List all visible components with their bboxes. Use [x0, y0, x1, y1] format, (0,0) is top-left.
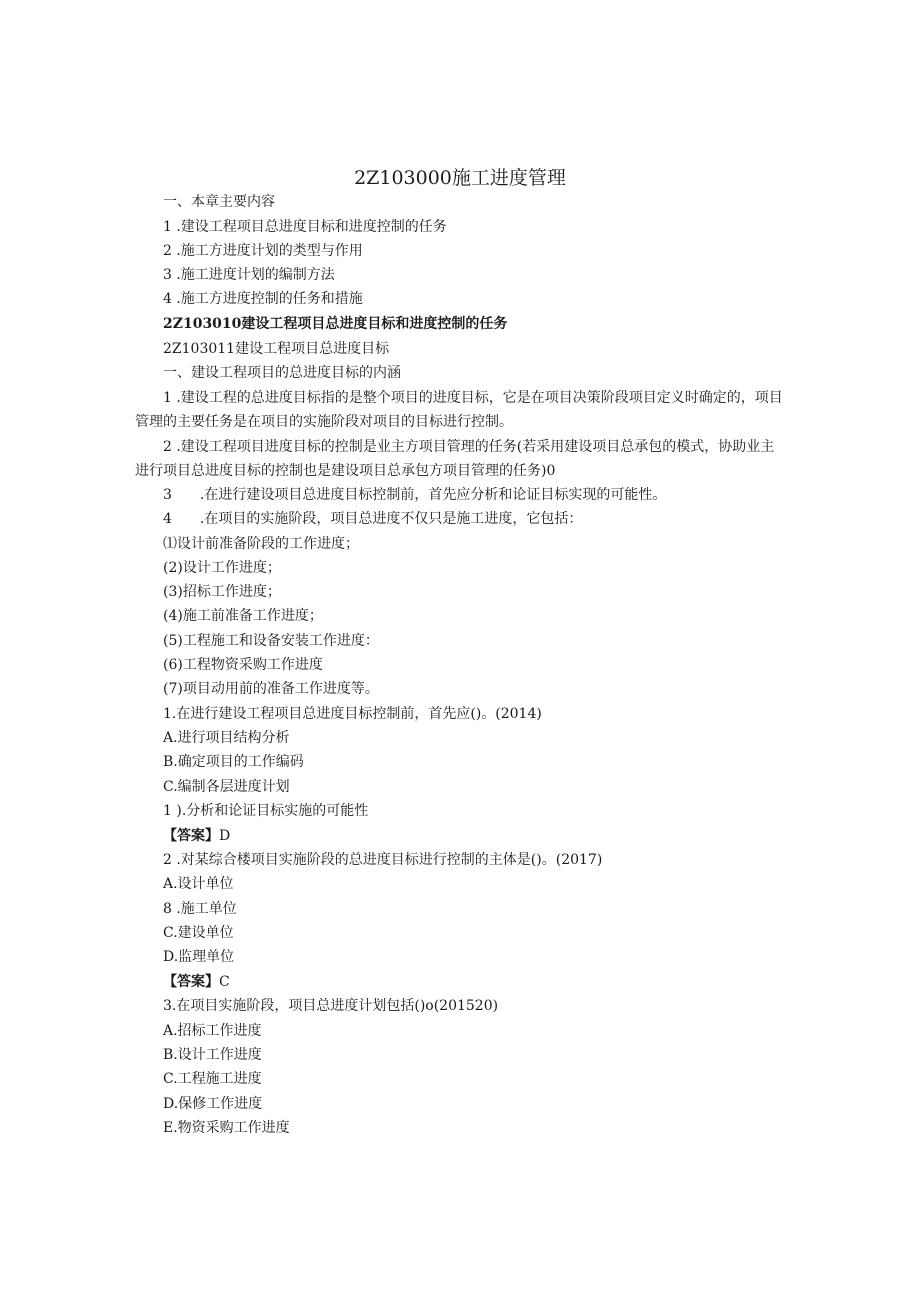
subsection-heading: 2Z103011建设工程项目总进度目标 [163, 341, 390, 357]
section-heading: 2Z103010建设工程项目总进度目标和进度控制的任务 [163, 316, 508, 332]
page-title: 2Z103000施工进度管理 [354, 167, 566, 189]
answer-label: 【答案】 [163, 828, 219, 844]
contents-item: 3 .施工进度计划的编制方法 [163, 267, 335, 283]
question-2-option: A.设计单位 [163, 876, 234, 892]
list-item: (4)施工前准备工作进度； [163, 608, 323, 624]
question-3-option: A.招标工作进度 [163, 1023, 262, 1039]
contents-item: 4 .施工方进度控制的任务和措施 [163, 291, 363, 307]
paragraph-1: 1 .建设工程的总进度目标指的是整个项目的进度目标，它是在项目决策阶段项目定义时确定的，项目管理的主要任务是在项目的实施阶段对项目的目标进行控制。 [135, 390, 783, 430]
list-item: (5)工程施工和设备安装工作进度： [163, 633, 379, 649]
meaning-heading: 一、建设工程项目的总进度目标的内涵 [163, 365, 401, 381]
answer-value: C [219, 974, 230, 990]
list-item: (3)招标工作进度； [163, 584, 281, 600]
list-item: (6)工程物资采购工作进度 [163, 657, 323, 673]
question-3-option: D.保修工作进度 [163, 1096, 263, 1112]
answer-value: D [219, 828, 231, 844]
question-2-answer [163, 971, 230, 993]
contents-heading: 一、本章主要内容 [163, 194, 275, 210]
paragraph-4: 4 .在项目的实施阶段，项目总进度不仅只是施工进度，它包括： [163, 511, 583, 527]
question-3-option: E.物资采购工作进度 [163, 1120, 290, 1136]
question-2-option: C.建设单位 [163, 925, 234, 941]
question-1-answer [163, 825, 230, 847]
contents-item: 2 .施工方进度计划的类型与作用 [163, 243, 363, 259]
question-2-stem: 2 .对某综合楼项目实施阶段的总进度目标进行控制的主体是()。(2017) [163, 852, 603, 868]
question-2-option: D.监理单位 [163, 949, 235, 965]
list-item: (2)设计工作进度； [163, 560, 281, 576]
question-1-option: A.进行项目结构分析 [163, 730, 290, 746]
paragraph-3: 3 .在进行建设项目总进度目标控制前，首先应分析和论证目标实现的可能性。 [163, 487, 667, 503]
question-1-option: 1 ).分析和论证目标实施的可能性 [163, 803, 369, 819]
question-3-option: B.设计工作进度 [163, 1047, 262, 1063]
answer-label: 【答案】 [163, 974, 219, 990]
question-2-option: 8 .施工单位 [163, 901, 237, 917]
question-3-stem: 3.在项目实施阶段，项目总进度计划包括()o(201520) [163, 998, 499, 1014]
question-1-option: C.编制各层进度计划 [163, 779, 290, 795]
paragraph-2: 2 .建设工程项目进度目标的控制是业主方项目管理的任务(若采用建设项目总承包的模式，协助业主进行项目总进度目标的控制也是建设项目总承包方项目管理的任务)0 [135, 439, 775, 479]
question-3-option: C.工程施工进度 [163, 1071, 262, 1087]
question-1-stem: 1.在进行建设工程项目总进度目标控制前，首先应()。(2014) [163, 706, 542, 722]
contents-item: 1 .建设工程项目总进度目标和进度控制的任务 [163, 219, 447, 235]
list-item: ⑴设计前准备阶段的工作进度； [163, 536, 359, 552]
list-item: (7)项目动用前的准备工作进度等。 [163, 681, 379, 697]
question-1-option: B.确定项目的工作编码 [163, 754, 304, 770]
